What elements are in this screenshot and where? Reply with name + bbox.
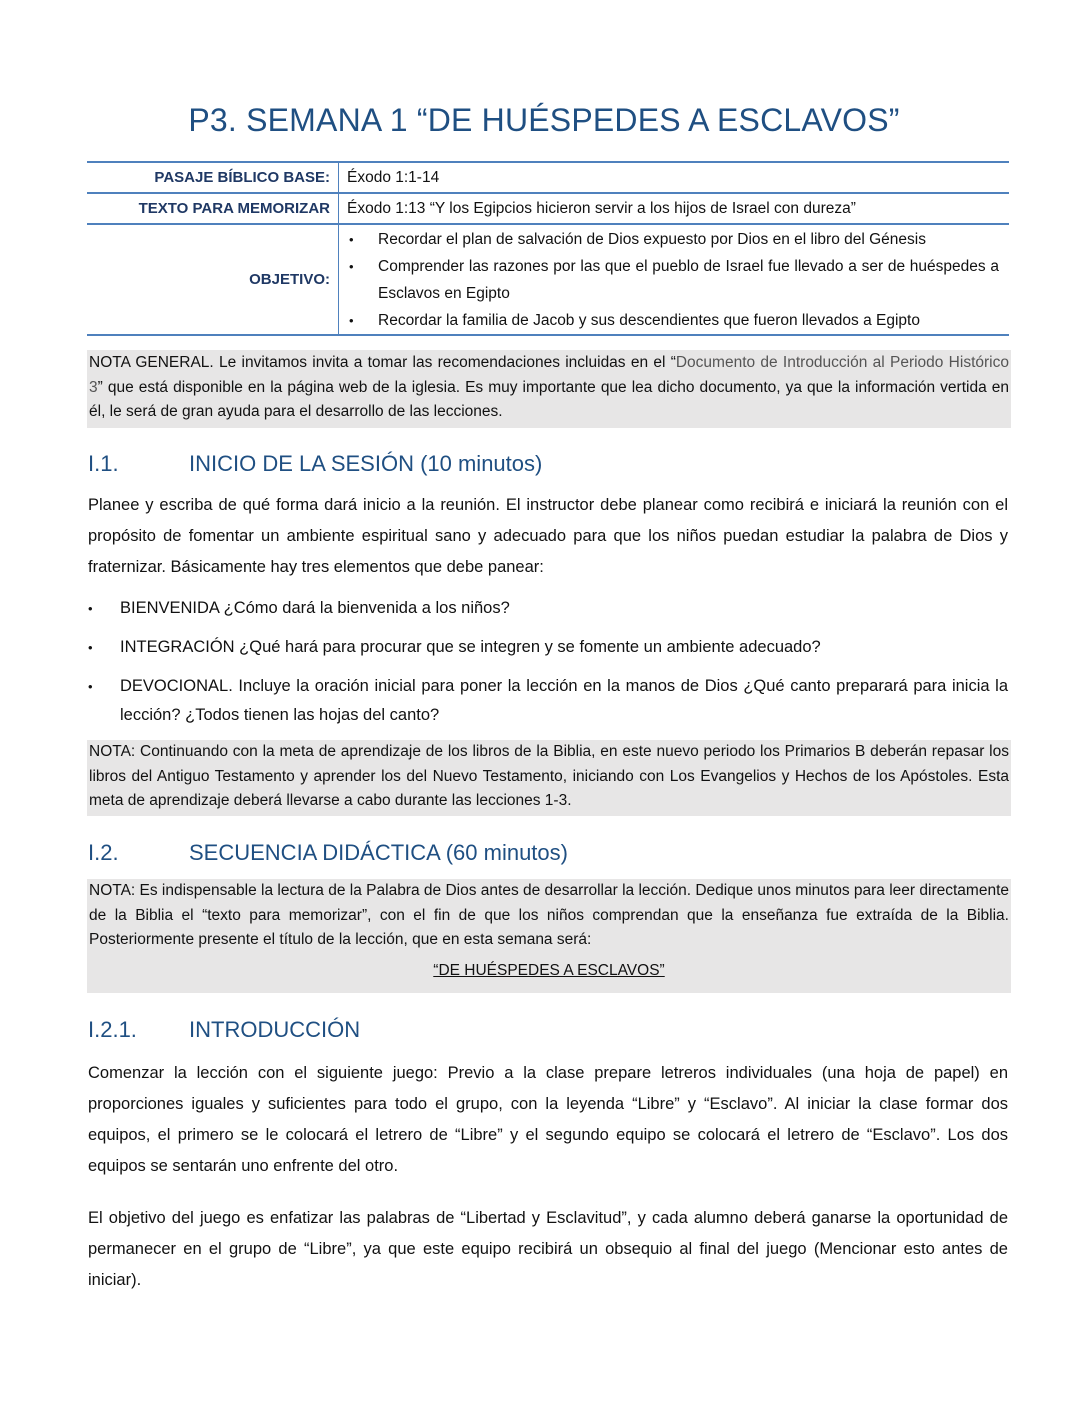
table-row (87, 193, 1009, 224)
texto-value: Éxodo 1:13 “Y los Egipcios hicieron servir a los hijos de Israel con dureza” (339, 193, 1010, 224)
page-title: P3. SEMANA 1 “DE HUÉSPEDES A ESCLAVOS” (188, 102, 900, 138)
objetivos-list (347, 226, 1009, 334)
table-row (87, 162, 1009, 193)
objetivo-item: • Recordar el plan de salvación de Dios expuesto por Dios en el libro del Génesis (347, 226, 1009, 253)
section-heading-inicio (88, 451, 542, 477)
objetivo-item: • Comprender las razones por las que el pueblo de Israel fue llevado a ser de huéspedes a Esclavos en Egipto (347, 253, 1009, 307)
nota-libros: NOTA: Continuando con la meta de aprendizaje de los libros de la Biblia, en este nuevo periodo los Primarios B deberán repasar los libros del Antiguo Testamento y aprender los del Nuevo Testamento, iniciando con Los Evangelios y Hechos de los Apóstoles. Esta meta de aprendizaje deberá llevarse a cabo durante las lecciones 1-3. (87, 740, 1011, 816)
section-number: I.2. (88, 840, 119, 865)
inicio-bullets (88, 594, 1008, 730)
section-number: I.2.1. (88, 1017, 137, 1042)
list-item: • INTEGRACIÓN ¿Qué hará para procurar que se integren y se fomente un ambiente adecuado? (88, 633, 1008, 662)
objetivo-item: • Recordar la familia de Jacob y sus descendientes que fueron llevados a Egipto (347, 307, 1009, 334)
nota-lectura-text: NOTA: Es indispensable la lectura de la Palabra de Dios antes de desarrollar la lección. Dedique unos minutos para leer directamente de la Biblia el “texto para memorizar”, con el fin de que los niños comprendan que la enseñanza fue extraída de la Biblia. Posteriormente presente el título de la lección, que en esta semana será: (89, 882, 1009, 948)
introduccion-paragraph-1: Comenzar la lección con el siguiente juego: Previo a la clase prepare letreros individuales (una hoja de papel) en proporciones iguales y suficientes para todo el grupo, con la leyenda “Libre” y “Esclavo”. Al iniciar la clase formar dos equipos, el primero se le colocará el letrero de “Libre” y el segundo equipo se colocará el letrero de “Esclavo”. Los dos equipos se sentarán uno enfrente del otro. (88, 1064, 1008, 1175)
pasaje-value: Éxodo 1:1-14 (339, 162, 1010, 193)
nota-general-text: ” que está disponible en la página web de la iglesia. Es muy importante que lea dicho documento, ya que la información vertida en él, le será de gran ayuda para el desarrollo de las lecciones. (89, 378, 1009, 420)
section-title: INTRODUCCIÓN (189, 1017, 361, 1042)
section-heading-introduccion (88, 1017, 360, 1043)
intro-document-name: Documento de Introducción al Periodo Histórico 3 (89, 354, 1009, 396)
section-title: INICIO DE LA SESIÓN (10 minutos) (189, 451, 543, 476)
nota-general-text: NOTA GENERAL. Le invitamos invita a tomar las recomendaciones incluidas en el “ (89, 354, 676, 371)
list-item: • DEVOCIONAL. Incluye la oración inicial para poner la lección en la manos de Dios ¿Qué canto preparará para inicia la lección? ¿Todos tienen las hojas del canto? (88, 672, 1008, 730)
table-row (87, 224, 1009, 335)
objetivo-label: OBJETIVO: (87, 224, 339, 335)
texto-label: TEXTO PARA MEMORIZAR (87, 193, 339, 224)
introduccion-paragraph-2: El objetivo del juego es enfatizar las palabras de “Libertad y Esclavitud”, y cada alumno deberá ganarse la oportunidad de permanecer en el grupo de “Libre”, ya que este equipo recibirá un obsequio al final del juego (Mencionar esto antes de iniciar). (88, 1209, 1008, 1289)
nota-lectura (87, 879, 1011, 993)
lesson-title-link[interactable]: “DE HUÉSPEDES A ESCLAVOS” (433, 961, 665, 979)
lesson-info-table (87, 161, 1009, 336)
inicio-paragraph: Planee y escriba de qué forma dará inicio a la reunión. El instructor debe planear como recibirá e iniciará la reunión con el propósito de fomentar un ambiente espiritual sano y adecuado para que los niños puedan estudiar la palabra de Dios y fraternizar. Básicamente hay tres elementos que debe panear: (88, 496, 1008, 576)
section-number: I.1. (88, 451, 119, 476)
nota-general (87, 350, 1011, 428)
section-title: SECUENCIA DIDÁCTICA (60 minutos) (189, 840, 568, 865)
list-item: • BIENVENIDA ¿Cómo dará la bienvenida a los niños? (88, 594, 1008, 623)
section-heading-secuencia (88, 840, 568, 866)
pasaje-label: PASAJE BÍBLICO BASE: (87, 162, 339, 193)
